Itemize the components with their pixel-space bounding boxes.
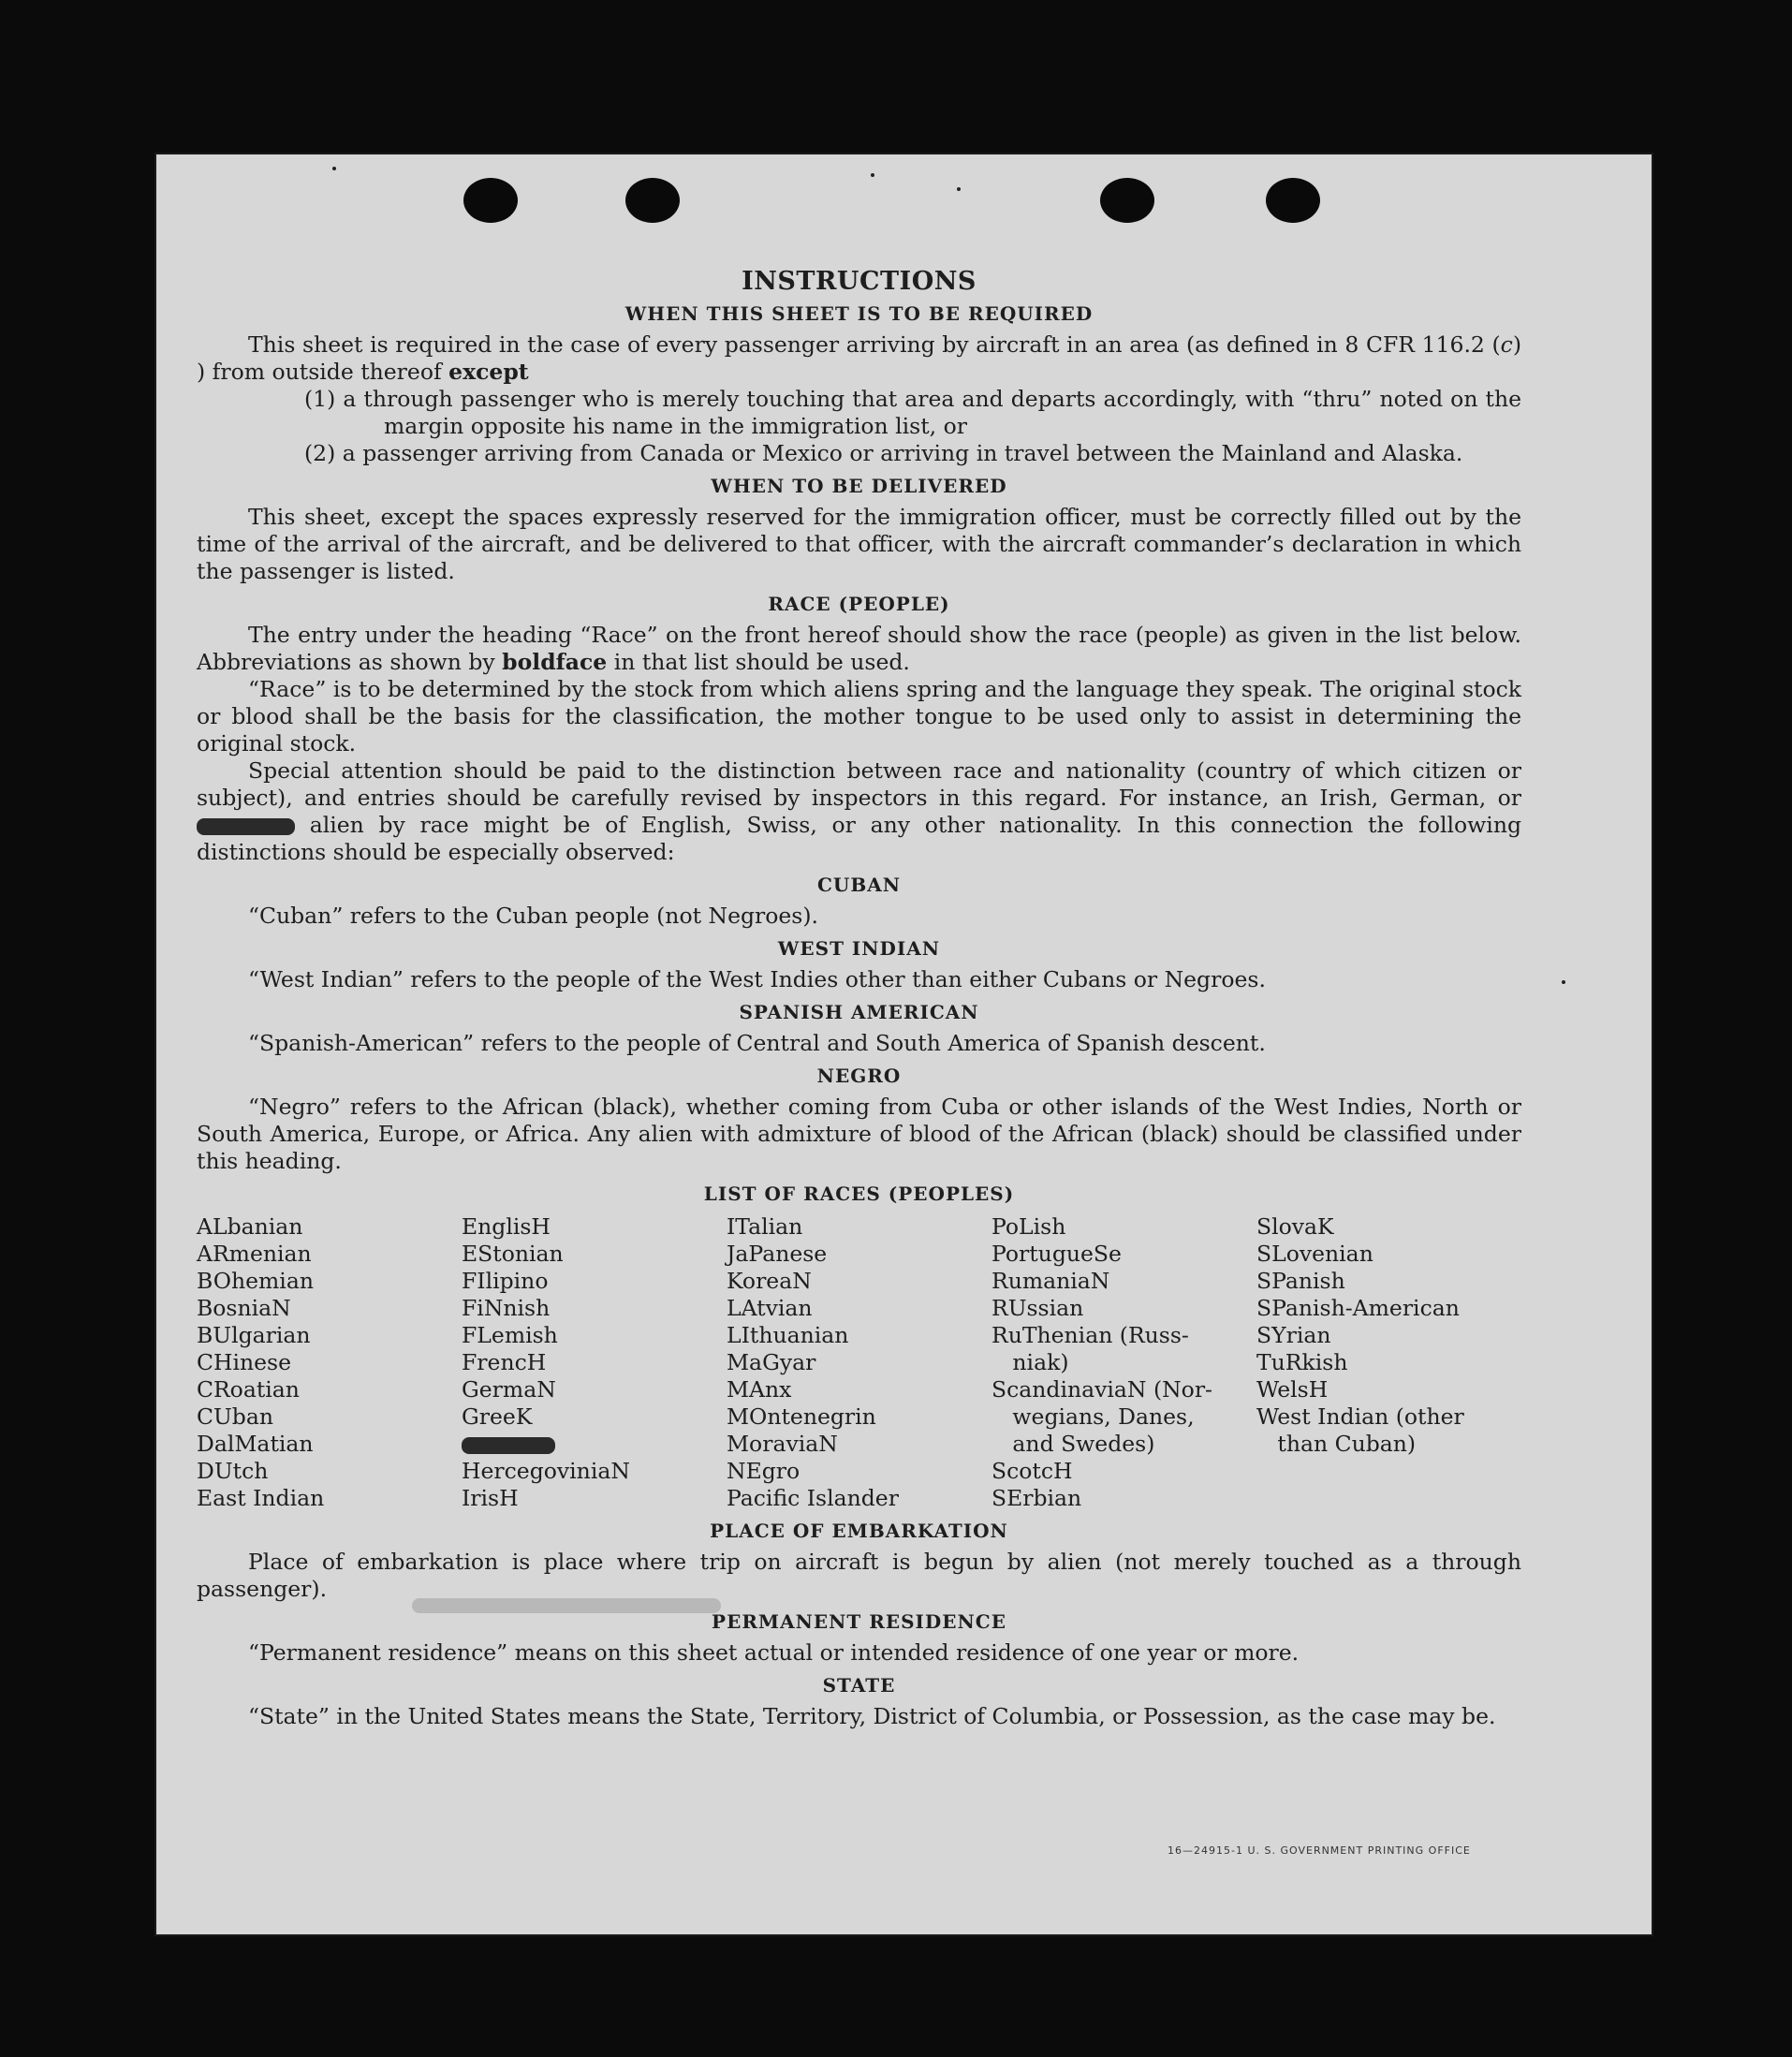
races-column xyxy=(462,1213,727,1512)
heading-spanish-american: SPANISH AMERICAN xyxy=(739,1001,979,1023)
race-entry: SLovenian xyxy=(1256,1241,1373,1267)
punch-hole xyxy=(625,178,680,223)
speck xyxy=(332,167,336,170)
required-item-1: (1) a through passenger who is merely touching that area and departs accordingly, with “thru” noted on the margin opposite his name in the immigration list, or xyxy=(304,386,1521,439)
spanish-american-text: “Spanish-American” refers to the people of Central and South America of Spanish descent. xyxy=(248,1030,1266,1056)
race-entry: SPanish-American xyxy=(1256,1295,1460,1321)
race-entry: ScotcH xyxy=(991,1458,1073,1484)
required-intro: This sheet is required in the case of every passenger arriving by aircraft in an area (as defined in 8 CFR 116.2 (c) ) from outside thereof except xyxy=(197,331,1521,385)
race-entry: MAnx xyxy=(727,1376,792,1403)
redaction-mark xyxy=(462,1437,555,1454)
race-entry: SYrian xyxy=(1256,1322,1331,1348)
race-entry: KoreaN xyxy=(727,1268,812,1294)
race-entry: MOntenegrin xyxy=(727,1403,876,1430)
race-entry: ARmenian xyxy=(197,1241,312,1267)
race-entry: IrisH xyxy=(462,1485,519,1511)
race-entry: BOhemian xyxy=(197,1268,314,1294)
races-list xyxy=(197,1213,1521,1512)
delivered-text: This sheet, except the spaces expressly reserved for the immigration officer, must be correctly filled out by the time of the arrival of the aircraft, and be delivered to that officer, with the aircraft commander’s declaration in which the passenger is listed. xyxy=(197,504,1521,584)
race-entry: TuRkish xyxy=(1256,1349,1348,1375)
race-entry: MoraviaN xyxy=(727,1431,838,1457)
page-title: INSTRUCTIONS xyxy=(742,267,977,296)
race-entry: ALbanian xyxy=(197,1213,303,1240)
speck xyxy=(871,173,874,177)
required-item-2: (2) a passenger arriving from Canada or Mexico or arriving in travel between the Mainland and Alaska. xyxy=(304,440,1463,466)
race-entry: FIlipino xyxy=(462,1268,549,1294)
heading-west-indian: WEST INDIAN xyxy=(777,937,941,960)
race-entry: wegians, Danes, xyxy=(991,1403,1195,1430)
race-entry: CRoatian xyxy=(197,1376,300,1403)
race-entry: West Indian (other xyxy=(1256,1403,1464,1430)
race-entry: RumaniaN xyxy=(991,1268,1110,1294)
race-entry: CUban xyxy=(197,1403,273,1430)
heading-list-of-races: LIST OF RACES (PEOPLES) xyxy=(703,1183,1015,1205)
race-entry: LIthuanian xyxy=(727,1322,849,1348)
printing-office-note: 16—24915-1 U. S. GOVERNMENT PRINTING OFFICE xyxy=(1168,1844,1471,1857)
west-indian-text: “West Indian” refers to the people of the West Indies other than either Cubans or Negroes. xyxy=(248,966,1266,992)
races-column xyxy=(991,1213,1256,1512)
race-entry: ScandinaviaN (Nor- xyxy=(991,1376,1212,1403)
race-entry: RuThenian (Russ- xyxy=(991,1322,1189,1348)
punch-hole xyxy=(463,178,518,223)
heading-race: RACE (PEOPLE) xyxy=(768,593,950,615)
race-entry: HercegoviniaN xyxy=(462,1458,630,1484)
race-entry: FiNnish xyxy=(462,1295,551,1321)
race-entry: WelsH xyxy=(1256,1376,1329,1403)
residence-text: “Permanent residence” means on this sheet actual or intended residence of one year or more. xyxy=(248,1639,1300,1666)
race-entry: SPanish xyxy=(1256,1268,1345,1294)
race-paragraph-1: The entry under the heading “Race” on the front hereof should show the race (people) as given in the list below. Abbreviations as shown by boldface in that list should be used. xyxy=(197,622,1521,675)
race-entry: JaPanese xyxy=(727,1241,828,1267)
heading-state: STATE xyxy=(822,1674,896,1697)
heading-cuban: CUBAN xyxy=(816,874,902,896)
instructions-body xyxy=(197,260,1521,1730)
races-column xyxy=(197,1213,462,1512)
race-entry: LAtvian xyxy=(727,1295,813,1321)
negro-text: “Negro” refers to the African (black), whether coming from Cuba or other islands of the West Indies, North or South America, Europe, or Africa. Any alien with admixture of blood of the African (black) should be classified under this heading. xyxy=(197,1094,1521,1174)
race-entry: GermaN xyxy=(462,1376,556,1403)
races-column xyxy=(727,1213,991,1512)
redaction-mark xyxy=(197,818,295,835)
speck xyxy=(957,187,961,191)
race-entry: Pacific Islander xyxy=(727,1485,899,1511)
race-paragraph-2: “Race” is to be determined by the stock from which aliens spring and the language they speak. The original stock or blood shall be the basis for the classification, the mother tongue to be used only to assist in determining the original stock. xyxy=(197,676,1521,757)
race-entry: EnglisH xyxy=(462,1213,551,1240)
race-entry: FrencH xyxy=(462,1349,547,1375)
race-entry: than Cuban) xyxy=(1256,1431,1417,1457)
race-entry: BUlgarian xyxy=(197,1322,311,1348)
race-entry-redacted xyxy=(462,1431,727,1458)
punch-hole xyxy=(1100,178,1154,223)
race-entry: RUssian xyxy=(991,1295,1084,1321)
race-entry: SlovaK xyxy=(1256,1213,1334,1240)
race-entry: PortugueSe xyxy=(991,1241,1122,1267)
punch-hole xyxy=(1266,178,1320,223)
race-entry: niak) xyxy=(991,1349,1069,1375)
speck xyxy=(1562,980,1565,984)
race-entry: FLemish xyxy=(462,1322,558,1348)
race-entry: ITalian xyxy=(727,1213,803,1240)
race-entry: and Swedes) xyxy=(991,1431,1155,1457)
race-entry: MaGyar xyxy=(727,1349,816,1375)
race-entry: East Indian xyxy=(197,1485,325,1511)
heading-required: WHEN THIS SHEET IS TO BE REQUIRED xyxy=(624,302,1094,325)
heading-delivered: WHEN TO BE DELIVERED xyxy=(711,475,1007,497)
race-entry: DalMatian xyxy=(197,1431,314,1457)
embarkation-text: Place of embarkation is place where trip on aircraft is begun by alien (not merely touched as a through passenger). xyxy=(197,1549,1521,1602)
state-text: “State” in the United States means the State, Territory, District of Columbia, or Possession, as the case may be. xyxy=(248,1703,1496,1729)
heading-embarkation: PLACE OF EMBARKATION xyxy=(710,1520,1008,1542)
heading-negro: NEGRO xyxy=(816,1065,902,1087)
race-entry: NEgro xyxy=(727,1458,801,1484)
race-entry: PoLish xyxy=(991,1213,1066,1240)
race-entry: DUtch xyxy=(197,1458,269,1484)
race-entry: SErbian xyxy=(991,1485,1082,1511)
heading-residence: PERMANENT RESIDENCE xyxy=(712,1610,1006,1633)
cuban-text: “Cuban” refers to the Cuban people (not Negroes). xyxy=(248,903,819,929)
race-entry: BosniaN xyxy=(197,1295,291,1321)
races-column xyxy=(1256,1213,1521,1512)
race-paragraph-3: Special attention should be paid to the distinction between race and nationality (country of which citizen or subject), and entries should be carefully revised by inspectors in this regard. For instance, an Irish, German, or alien by race might be of English, Swiss, or any other nationality. In this connection the following distinctions should be especially observed: xyxy=(197,757,1521,865)
race-entry: EStonian xyxy=(462,1241,564,1267)
race-entry: GreeK xyxy=(462,1403,533,1430)
race-entry: CHinese xyxy=(197,1349,291,1375)
